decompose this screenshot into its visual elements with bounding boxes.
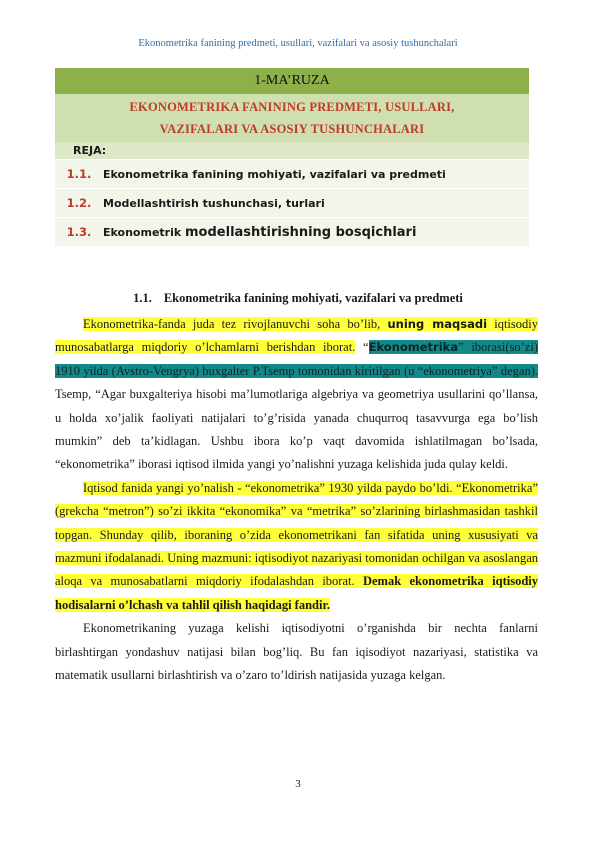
section-heading	[0, 291, 596, 306]
plan-item	[55, 189, 529, 218]
page-number: 3	[295, 778, 301, 790]
text-run: Ekonometrika-fanda juda tez rivojlanuvchi soha bo’lib,	[83, 317, 388, 331]
plan-item-text-small: Ekonometrik	[103, 225, 186, 239]
lecture-title-line2: VAZIFALARI VA ASOSIY TUSHUNCHALARI	[159, 122, 425, 136]
plan-item-text: Modellashtirish tushunchasi, turlari	[103, 189, 529, 218]
running-header: Ekonometrika fanining predmeti, usullari, vazifalari va asosiy tushunchalari	[138, 38, 458, 49]
plan-item-number: 1.1.	[55, 160, 103, 189]
plan-item-number: 1.2.	[55, 189, 103, 218]
text-run: ” iborasi(so’zi) 1910 yilda (Avstro-Vengrya) buxgalter P.Tsemp tomonidan kiritilgan (u “ekonometriya” degan).	[55, 340, 538, 378]
plan-item	[55, 218, 529, 247]
section-number: 1.1.	[133, 291, 152, 305]
text-run: Iqtisod fanida yangi yo’nalish - “ekonometrika” 1930 yilda paydo bo’ldi. “Ekonometrika” (grekcha “metron”) so’zi ikkita “ekonomika” va “metrika” so’zlarining birlashmasidan tashkil topgan. Shunday qilib, iboraning o’zida ekonometrikani fan sifatida uning xususiyati va mazmuni ifodalanadi. Uning mazmuni: iqtisodiyot nazariyasi tomonidan ochilgan va asoslangan aloqa va munosabatlarni miqdoriy ifodalashdan iborat.	[55, 480, 538, 589]
lecture-plan-table	[55, 68, 529, 246]
paragraph-2	[55, 477, 538, 617]
plan-item-text: Ekonometrika fanining mohiyati, vazifalari va predmeti	[103, 160, 529, 189]
lecture-label: 1-MA’RUZA	[55, 68, 529, 94]
reja-label: REJA:	[55, 142, 529, 160]
text-run-bold: Ekonometrika	[368, 340, 459, 355]
body-text	[55, 313, 538, 688]
lecture-title	[55, 94, 529, 142]
text-run-bold: Demak ekonometrika iqtisodiy hodisalarni o’lchash va tahlil qilish haqidagi fandir.	[55, 574, 538, 612]
text-run: “	[355, 340, 369, 355]
paragraph-3: Ekonometrikaning yuzaga kelishi iqtisodiyotni o’rganishda bir nechta fanlarni birlashtirgan yondashuv natijasi bilan bog’liq. Bu fan iqisodiyot nazariyasi, statistika va matematik usullarni birlashtirish va o’zaro to’ldirish natijasida yuzaga kelgan.	[55, 621, 538, 683]
plan-item-number: 1.3.	[55, 218, 103, 247]
plan-item-text-large: modellashtirishning bosqichlari	[185, 224, 417, 240]
lecture-title-line1: EKONOMETRIKA FANINING PREDMETI, USULLARI,	[129, 100, 455, 114]
paragraph-1	[55, 313, 538, 477]
plan-item	[55, 160, 529, 189]
text-run: iqtisodiy munosabatlarga miqdoriy o’lchamlarni berishdan iborat.	[55, 317, 538, 355]
plan-item-text	[103, 218, 529, 247]
text-run: Tsemp, “Agar buxgalteriya hisobi ma’lumotlariga algebriya va geometriya usullarini qo’llansa, u holda xo’jalik faoliyati natijalari to’g’risida yanada chuqurroq tasavvurga ega bo’lish mumkin” deb ta’kidlagan. Ushbu ibora ko’p vaqt davomida ishlatilmagan bo’lsada, “ekonometrika” iborasi iqtisod ilmida yangi yo’nalishni yuzaga kelishida juda qulay keldi.	[55, 387, 538, 472]
text-run-bold: uning maqsadi	[387, 317, 488, 331]
section-title: Ekonometrika fanining mohiyati, vazifalari va predmeti	[163, 291, 463, 305]
